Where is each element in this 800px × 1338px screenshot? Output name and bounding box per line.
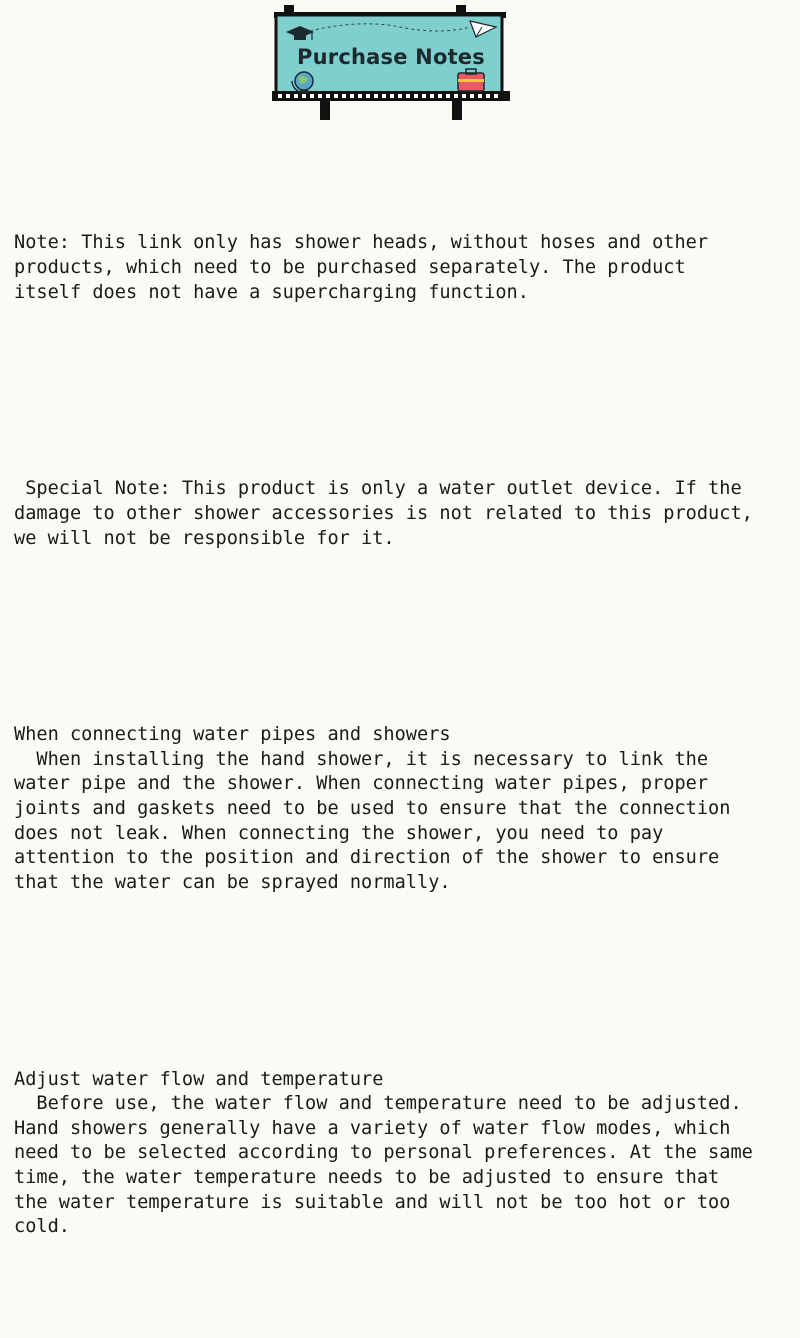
text-line: cold. [14,1216,70,1238]
text-line: time, the water temperature needs to be adjusted to ensure that [14,1166,720,1188]
text-line: products, which need to be purchased separately. The product [14,256,686,278]
text-line: Hand showers generally have a variety of water flow modes, which [14,1117,731,1139]
text-line: water pipe and the shower. When connecting water pipes, proper [14,773,709,795]
text-line: that the water can be sprayed normally. [14,871,451,893]
sign-title: Purchase Notes [297,45,485,69]
note-paragraph [14,182,794,354]
text-line: Special Note: This product is only a water outlet device. If the [14,478,742,500]
text-line: Note: This link only has shower heads, without hoses and other [14,232,709,254]
water-pipe-paragraph [14,674,794,945]
text-line: does not leak. When connecting the shower, you need to pay [14,822,664,844]
text-line: we will not be responsible for it. [14,527,395,549]
special-note-paragraph [14,428,794,600]
water-flow-paragraph [14,1018,794,1289]
section-heading: Adjust water flow and temperature [14,1068,384,1090]
section-heading: When connecting water pipes and showers [14,724,451,746]
purchase-notes-sign [270,5,512,120]
text-line: damage to other shower accessories is not related to this product, [14,502,753,524]
text-line: itself does not have a supercharging function. [14,281,529,303]
text-line: the water temperature is suitable and will not be too hot or too [14,1191,731,1213]
text-line: need to be selected according to personal preferences. At the same [14,1142,753,1164]
suitcase-icon [458,69,484,91]
text-line: joints and gaskets need to be used to ensure that the connection [14,798,731,820]
text-line: When installing the hand shower, it is necessary to link the [14,748,709,770]
text-line: attention to the position and direction of the shower to ensure [14,847,720,869]
text-line: Before use, the water flow and temperature need to be adjusted. [14,1093,742,1115]
purchase-notes-body [14,133,794,1338]
